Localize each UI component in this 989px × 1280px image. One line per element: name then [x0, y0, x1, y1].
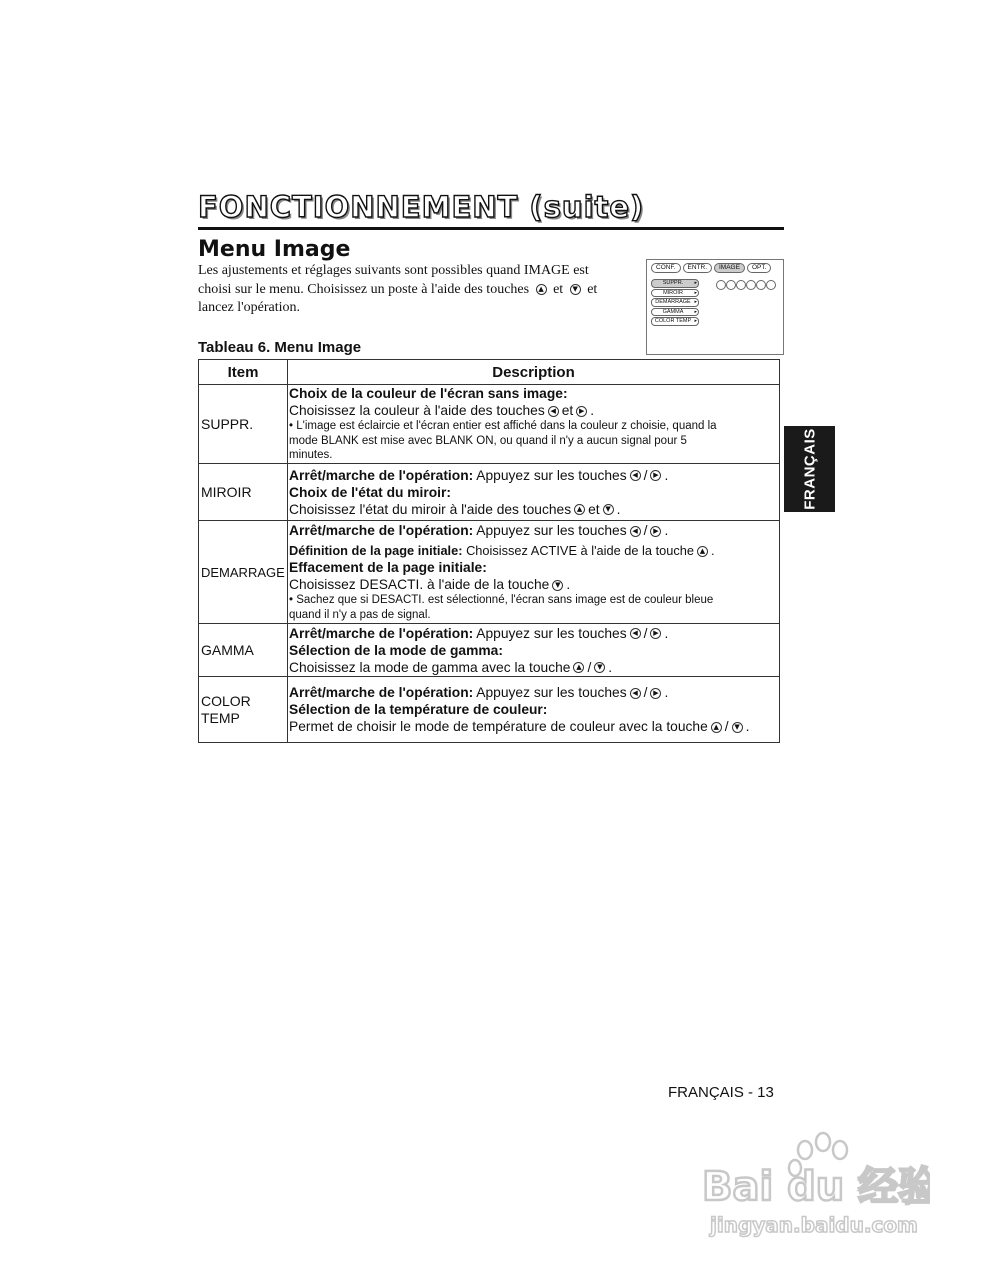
text: Appuyez sur les touches: [476, 467, 627, 483]
heading: Arrêt/marche de l'opération:: [289, 523, 474, 538]
text: .: [566, 577, 571, 592]
miroir-heading-2: Choix de l'état du miroir:: [289, 484, 451, 500]
header-item: Item: [199, 360, 288, 385]
table-caption: Tableau 6. Menu Image: [198, 339, 362, 356]
right-key-icon: ▶: [650, 526, 661, 537]
demarrage-line-1: [289, 522, 778, 539]
intro-line-1: Les ajustements et réglages suivants sont possibles quand IMAGE est: [198, 263, 589, 278]
right-key-icon: ▶: [576, 406, 587, 417]
demarrage-note-1: • Sachez que si DESACTI. est sélectionné, l'écran sans image est de couleur bleue: [289, 594, 714, 606]
text: .: [664, 467, 669, 483]
left-key-icon: ◀: [630, 526, 641, 537]
text: Choisissez l'état du miroir à l'aide des touches: [289, 501, 572, 517]
watermark-brand: Bai du 经验: [702, 1164, 930, 1210]
heading: Arrêt/marche de l'opération:: [289, 685, 474, 700]
item-miroir: MIROIR: [199, 464, 288, 521]
up-key-icon: ▲: [697, 546, 708, 557]
table-row: [199, 464, 780, 521]
text: .: [664, 523, 669, 538]
colortemp-heading-2: Sélection de la température de couleur:: [289, 702, 548, 717]
miroir-line-1: [289, 467, 778, 484]
gamma-heading-2: Sélection de la mode de gamma:: [289, 642, 503, 658]
swatch-circle: [736, 280, 746, 290]
thumbnail-item-color-temp: COLOR TEMP ▸: [651, 317, 699, 326]
text: /: [643, 467, 648, 483]
down-key-icon: ▼: [552, 580, 563, 591]
demarrage-line-2: [289, 542, 778, 559]
text: et: [588, 501, 600, 517]
text: .: [745, 719, 750, 734]
swatch-circle: [766, 280, 776, 290]
page-title: FONCTIONNEMENT (suite): [198, 190, 645, 224]
table-row: [199, 385, 780, 464]
suppr-note-3: minutes.: [289, 449, 333, 462]
up-key-icon: ▲: [711, 722, 722, 733]
heading: Arrêt/marche de l'opération:: [289, 625, 474, 641]
gamma-line-1: [289, 625, 778, 642]
text: Choisissez la mode de gamma avec la touche: [289, 659, 571, 675]
table-row: [199, 624, 780, 677]
thumbnail-item-gamma: GAMMA ▸: [651, 308, 699, 317]
item-color-temp-line-1: COLOR: [201, 692, 251, 709]
suppr-line-1: [289, 402, 778, 419]
thumbnail-items: [651, 279, 699, 327]
description-miroir: [288, 464, 780, 521]
intro-line-2b: et: [553, 281, 564, 297]
text: Choisissez ACTIVE à l'aide de la touche: [466, 543, 694, 558]
left-key-icon: ◀: [630, 628, 641, 639]
menu-screen-thumbnail: [646, 259, 784, 355]
thumbnail-tab-image: IMAGE: [714, 263, 745, 273]
text: Permet de choisir le mode de température de couleur avec la touche: [289, 719, 708, 734]
demarrage-note-2: quand il n'y a pas de signal.: [289, 608, 431, 621]
left-key-icon: ◀: [548, 406, 559, 417]
description-demarrage: [288, 521, 780, 624]
text: /: [643, 685, 648, 700]
left-key-icon: ◀: [630, 688, 641, 699]
swatch-circle: [746, 280, 756, 290]
table-header-row: [199, 360, 780, 385]
up-key-icon: ▲: [574, 504, 585, 515]
thumbnail-item-miroir: MIROIR ▸: [651, 289, 699, 298]
thumbnail-tab-entr: ENTR.: [683, 263, 713, 273]
text: /: [724, 719, 729, 734]
text: .: [711, 543, 715, 558]
down-key-icon: ▼: [570, 284, 581, 295]
right-key-icon: ▶: [650, 470, 661, 481]
item-demarrage: DEMARRAGE: [199, 521, 288, 624]
section-title: Menu Image: [198, 237, 351, 262]
thumbnail-tab-conf: CONF.: [651, 263, 681, 273]
left-key-icon: ◀: [630, 470, 641, 481]
text: Appuyez sur les touches: [476, 685, 627, 700]
item-color-temp: [199, 677, 288, 743]
intro-line-2a: choisi sur le menu. Choisissez un poste à l'aide des touches: [198, 281, 530, 297]
intro-line-3: lancez l'opération.: [198, 300, 301, 315]
header-description: Description: [288, 360, 780, 385]
text: .: [608, 659, 613, 675]
miroir-line-2: [289, 501, 778, 518]
intro-text: [198, 262, 618, 318]
text: Appuyez sur les touches: [476, 523, 627, 538]
text: et: [561, 403, 574, 419]
thumbnail-item-suppr: SUPPR. ▸: [651, 279, 699, 288]
table-row: [199, 677, 780, 743]
item-suppr: SUPPR.: [199, 385, 288, 464]
description-suppr: [288, 385, 780, 464]
language-side-tab: [784, 426, 835, 512]
text: Choisissez DESACTI. à l'aide de la touche: [289, 577, 550, 592]
intro-line-2c: et: [587, 281, 598, 297]
swatch-circle: [716, 280, 726, 290]
demarrage-heading-3: Effacement de la page initiale:: [289, 560, 487, 575]
text: .: [664, 685, 669, 700]
demarrage-line-3: [289, 576, 778, 593]
text: .: [664, 625, 669, 641]
colortemp-line-2: [289, 718, 778, 735]
right-key-icon: ▶: [650, 628, 661, 639]
suppr-note-1: • L'image est éclaircie et l'écran entier est affiché dans la couleur z choisie, quand la: [289, 420, 717, 433]
suppr-heading: Choix de la couleur de l'écran sans image:: [289, 386, 568, 402]
gamma-line-2: [289, 659, 778, 676]
description-gamma: [288, 624, 780, 677]
down-key-icon: ▼: [732, 722, 743, 733]
title-rule: [198, 227, 784, 230]
up-key-icon: ▲: [536, 284, 547, 295]
menu-image-table: [198, 359, 780, 743]
text: Appuyez sur les touches: [476, 625, 627, 641]
description-color-temp: [288, 677, 780, 743]
baidu-watermark: [700, 1128, 930, 1238]
thumbnail-color-swatches: [716, 280, 776, 290]
heading: Arrêt/marche de l'opération:: [289, 467, 474, 483]
down-key-icon: ▼: [594, 662, 605, 673]
swatch-circle: [756, 280, 766, 290]
watermark-url: jingyan.baidu.com: [710, 1213, 918, 1237]
text: Choisissez la couleur à l'aide des touches: [289, 403, 545, 419]
thumbnail-tab-opt: OPT.: [747, 263, 771, 273]
down-key-icon: ▼: [603, 504, 614, 515]
right-key-icon: ▶: [650, 688, 661, 699]
suppr-note-2: mode BLANK est mise avec BLANK ON, ou quand il n'y a aucun signal pour 5: [289, 434, 687, 447]
thumbnail-tabs: [651, 263, 771, 273]
text: /: [643, 625, 648, 641]
heading: Définition de la page initiale:: [289, 543, 463, 558]
text: /: [587, 659, 592, 675]
side-tab-label: FRANÇAIS: [801, 428, 818, 510]
item-color-temp-line-2: TEMP: [201, 709, 240, 726]
colortemp-line-1: [289, 684, 778, 701]
up-key-icon: ▲: [573, 662, 584, 673]
thumbnail-item-demarrage: DEMARRAGE ▸: [651, 298, 699, 307]
text: .: [590, 403, 595, 419]
table-row: [199, 521, 780, 624]
text: /: [643, 523, 648, 538]
page-footer: FRANÇAIS - 13: [668, 1084, 774, 1101]
swatch-circle: [726, 280, 736, 290]
text: .: [616, 501, 621, 517]
item-gamma: GAMMA: [199, 624, 288, 677]
baidu-paw-logo-icon: [700, 1128, 930, 1238]
